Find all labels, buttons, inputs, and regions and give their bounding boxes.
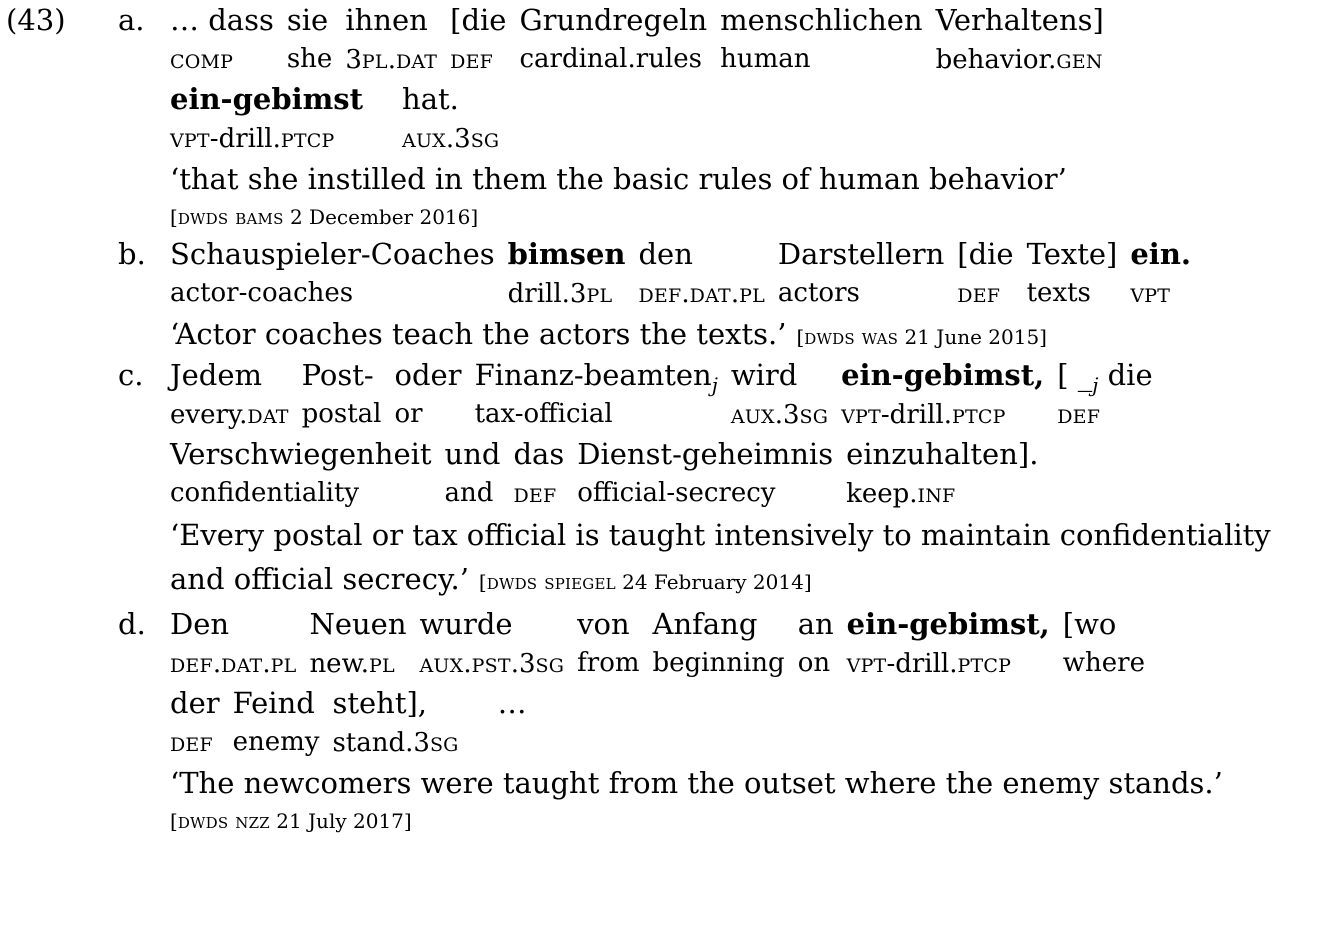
igt-line — [170, 0, 1322, 79]
gloss-word: comp — [170, 43, 234, 75]
gloss-word: on — [797, 648, 831, 678]
object-word: Verschwiegenheit — [170, 437, 432, 471]
igt-column — [519, 0, 707, 78]
gloss-word: vpt-drill.ptcp — [846, 647, 1012, 679]
example-43 — [0, 0, 1322, 234]
gloss-word: actors — [777, 278, 860, 308]
igt-column — [936, 0, 1104, 79]
trace-subscript: j — [1092, 373, 1099, 397]
object-word: von — [577, 607, 630, 641]
gloss-word: behavior.gen — [935, 43, 1103, 75]
object-word: der — [170, 686, 220, 720]
gloss-word: def.dat.pl — [638, 277, 765, 309]
example-item-d — [0, 604, 1322, 838]
igt-column — [498, 683, 527, 761]
gloss-word: where — [1062, 648, 1145, 678]
gloss-word: def — [957, 277, 1001, 309]
gloss-word: stand.3sg — [332, 726, 459, 758]
object-word: Anfang — [652, 607, 758, 641]
object-word: Jedem — [170, 358, 263, 392]
gloss-word: vpt — [1130, 277, 1171, 309]
igt-column — [841, 355, 1044, 434]
igt-column — [1027, 234, 1118, 312]
igt-column — [653, 604, 785, 682]
object-word: bimsen — [507, 237, 626, 271]
example-letter-d: d. — [118, 607, 146, 641]
gloss-word: keep.inf — [846, 477, 956, 509]
igt-column — [170, 604, 296, 683]
gloss-word: she — [286, 44, 333, 74]
igt-line — [170, 234, 1322, 313]
igt-column — [1130, 234, 1191, 313]
gloss-word: def.dat.pl — [170, 647, 297, 679]
gloss-word: aux.3sg — [730, 398, 829, 430]
igt-column — [395, 355, 462, 433]
igt-column — [445, 434, 501, 512]
object-word: ein-gebimst — [170, 82, 364, 116]
gloss-word: texts — [1026, 278, 1091, 308]
igt-column — [798, 604, 834, 682]
object-word: wurde — [419, 607, 513, 641]
gloss-word — [498, 723, 527, 761]
gloss-word: official-secrecy — [577, 478, 776, 508]
object-word: steht], — [332, 686, 428, 720]
igt-column — [1063, 604, 1145, 682]
object-word: an — [797, 607, 834, 641]
gloss-word: or — [394, 399, 423, 429]
igt-column — [577, 604, 639, 682]
example-item-c — [0, 355, 1322, 604]
igt-column — [638, 234, 764, 313]
object-word: Den — [170, 607, 230, 641]
igt-column — [720, 0, 922, 78]
gloss-word: vpt-drill.ptcp — [170, 122, 335, 154]
gloss-word: actor-coaches — [170, 278, 354, 308]
gloss-word: vpt-drill.ptcp — [841, 398, 1006, 430]
gloss-word: from — [577, 648, 640, 678]
object-word: Feind — [232, 686, 315, 720]
igt-column — [170, 683, 220, 762]
object-word: [die — [957, 237, 1014, 271]
free-translation: ‘Actor coaches teach the actors the texts.’ — [170, 317, 787, 351]
object-word: [die — [450, 3, 507, 37]
example-body-b — [170, 234, 1322, 355]
ellipsis-marker: … — [497, 686, 527, 720]
gloss-word: tax-official — [474, 399, 613, 429]
gloss-word: def — [450, 43, 494, 75]
gloss-word: beginning — [652, 648, 785, 678]
gloss-word: drill.3pl — [507, 277, 613, 309]
example-letter-c: c. — [118, 358, 144, 392]
igt-line — [170, 604, 1322, 683]
trace-bracket: [ $\__j$ die — [1057, 358, 1153, 397]
object-word: ein-gebimst, — [841, 358, 1045, 392]
example-number: (43) — [6, 3, 66, 37]
igt-column — [420, 604, 565, 683]
object-word: [wo — [1062, 607, 1117, 641]
gloss-word: def — [1057, 398, 1101, 430]
gloss-word: enemy — [232, 727, 320, 757]
object-word: Texte] — [1026, 237, 1118, 271]
object-word: oder — [394, 358, 462, 392]
igt-line — [170, 683, 1322, 762]
gloss-word: confidentiality — [170, 478, 360, 508]
object-word: Darstellern — [777, 237, 945, 271]
gloss-word: human — [720, 44, 811, 74]
igt-column — [309, 604, 406, 683]
gloss-word: every.dat — [170, 398, 289, 430]
igt-column — [170, 355, 289, 434]
object-word: … dass — [170, 3, 274, 37]
object-word: ein-gebimst, — [846, 607, 1050, 641]
igt-column — [731, 355, 828, 434]
igt-line — [170, 434, 1322, 513]
object-word: menschlichen — [720, 3, 923, 37]
translation-line-1: ‘Every postal or tax official is taught intensively to maintain confidentiality — [170, 518, 1271, 552]
translation-line-2 — [170, 557, 1322, 604]
corpus-citation: [dwds spiegel 24 February 2014] — [478, 569, 812, 594]
gloss-word: postal — [301, 399, 382, 429]
igt-column — [233, 683, 320, 761]
free-translation: ‘that she instilled in them the basic rules of human behavior’ — [170, 162, 1067, 196]
object-word: das — [513, 437, 565, 471]
example-letter-b: b. — [118, 237, 146, 271]
free-translation-wrapped — [170, 513, 1322, 604]
object-word: Post- — [301, 358, 374, 392]
example-body-d — [170, 604, 1322, 838]
gloss-word: def — [513, 477, 557, 509]
object-word: hat. — [402, 82, 459, 116]
igt-column — [577, 434, 833, 512]
igt-column — [508, 234, 626, 313]
object-word: Dienst-geheimnis — [577, 437, 834, 471]
corpus-citation: [dwds was 21 June 2015] — [796, 324, 1047, 349]
coindex-subscript: j — [711, 373, 718, 397]
corpus-citation: [dwds bams 2 December 2016] — [170, 204, 479, 229]
object-word: und — [444, 437, 501, 471]
igt-column — [345, 0, 437, 79]
example-body-a — [170, 0, 1322, 234]
gloss-word: and — [444, 478, 494, 508]
igt-line — [170, 79, 1322, 158]
free-translation: ‘The newcomers were taught from the outset where the enemy stands.’ — [170, 766, 1223, 800]
igt-column — [450, 0, 506, 79]
object-word: Schauspieler-Coaches — [170, 237, 495, 271]
object-word: den — [638, 237, 693, 271]
gloss-word: cardinal.rules — [519, 44, 702, 74]
igt-column — [513, 434, 564, 513]
corpus-citation: [dwds nzz 21 July 2017] — [170, 808, 412, 833]
gloss-word: 3pl.dat — [345, 43, 438, 75]
igt-column — [475, 355, 718, 433]
example-body-c — [170, 355, 1322, 604]
igt-column — [302, 355, 382, 433]
igt-column — [846, 434, 1038, 513]
igt-column — [287, 0, 332, 78]
translation-text: and official secrecy.’ — [170, 562, 469, 596]
igt-column — [170, 434, 432, 512]
object-word: ein. — [1130, 237, 1192, 271]
igt-column — [170, 79, 363, 158]
object-word: einzuhalten]. — [846, 437, 1039, 471]
object-word-indexed: Finanz-beamten$_j$ — [474, 358, 718, 397]
igt-column — [170, 234, 495, 312]
object-word: Verhaltens] — [935, 3, 1104, 37]
gloss-word: aux.3sg — [402, 122, 500, 154]
object-word: wird — [730, 358, 798, 392]
igt-column — [332, 683, 458, 762]
object-word: Neuen — [309, 607, 407, 641]
gloss-word: new.pl — [309, 647, 395, 679]
object-word: Grundregeln — [519, 3, 708, 37]
example-letter-a: a. — [118, 3, 145, 37]
igt-line — [170, 355, 1322, 434]
gloss-word: def — [170, 726, 213, 758]
object-word: ihnen — [345, 3, 428, 37]
gloss-word: aux.pst.3sg — [419, 647, 565, 679]
translation-with-citation — [170, 313, 1322, 355]
object-word: sie — [286, 3, 329, 37]
igt-column — [170, 0, 274, 79]
igt-column — [402, 79, 499, 158]
igt-column — [957, 234, 1013, 313]
igt-column — [778, 234, 944, 312]
igt-column — [1057, 355, 1152, 434]
igt-column — [847, 604, 1050, 683]
example-item-b — [0, 234, 1322, 355]
